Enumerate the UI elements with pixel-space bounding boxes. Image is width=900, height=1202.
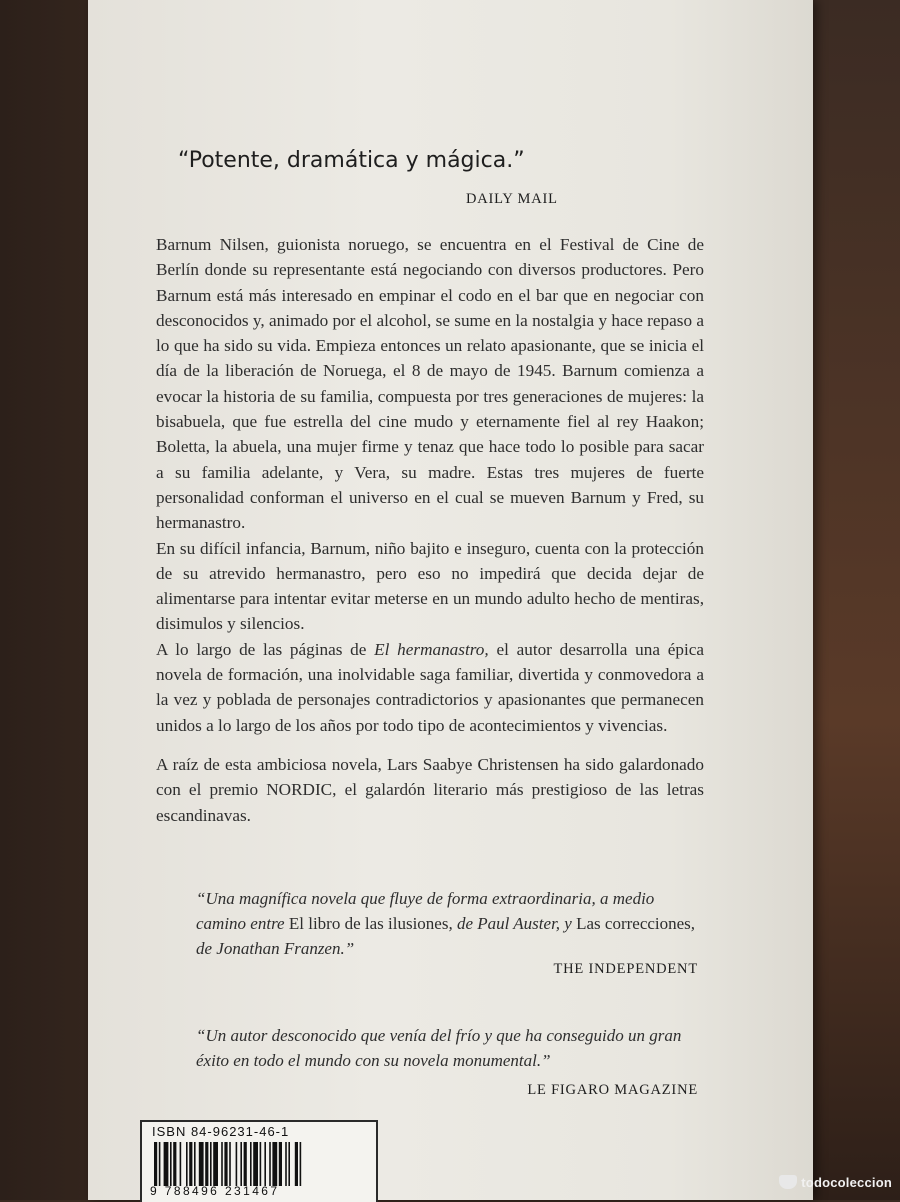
barcode-bar bbox=[199, 1142, 204, 1186]
barcode-bar bbox=[164, 1142, 169, 1186]
book-back-cover bbox=[88, 0, 813, 1200]
barcode-bar bbox=[236, 1142, 238, 1186]
watermark bbox=[779, 1175, 892, 1190]
barcode-bar bbox=[205, 1142, 208, 1186]
top-quote-attribution: DAILY MAIL bbox=[466, 191, 558, 207]
barcode-bar bbox=[194, 1142, 196, 1186]
quote2-book2: Las correcciones bbox=[576, 914, 691, 933]
independent-attribution: THE INDEPENDENT bbox=[553, 961, 698, 977]
quote2-book1: El libro de las ilusiones bbox=[288, 914, 449, 933]
barcode-bar bbox=[173, 1142, 176, 1186]
barcode-bar bbox=[279, 1142, 282, 1186]
quote2-part1: “Una magnífica novela que fluye de forma extraordinaria, a medio camino entre bbox=[196, 889, 655, 933]
figaro-attribution: LE FIGARO MAGAZINE bbox=[527, 1082, 698, 1098]
barcode-bar bbox=[224, 1142, 227, 1186]
barcode-number: 9 788496 231467 bbox=[150, 1184, 280, 1198]
barcode-bar bbox=[229, 1142, 231, 1186]
barcode-bar bbox=[180, 1142, 182, 1186]
barcode-bar bbox=[295, 1142, 298, 1186]
watermark-text: todocoleccion bbox=[801, 1175, 892, 1190]
synopsis bbox=[156, 232, 704, 828]
barcode-bar bbox=[213, 1142, 218, 1186]
barcode-bar bbox=[189, 1142, 192, 1186]
synopsis-paragraph-3 bbox=[156, 637, 704, 738]
barcode-bar bbox=[221, 1142, 223, 1186]
barcode-bar bbox=[210, 1142, 212, 1186]
quote2-part3: , de Jonathan Franzen.” bbox=[196, 914, 696, 958]
barcode-bar bbox=[300, 1142, 302, 1186]
barcode-bar bbox=[260, 1142, 262, 1186]
book-title: El hermanastro, bbox=[374, 639, 489, 659]
synopsis-paragraph-1: Barnum Nilsen, guionista noruego, se encuentra en el Festival de Cine de Berlín donde su representante está negociando con diversos productores. Pero Barnum está más interesado en empinar el codo en el bar que en negociar con desconocidos y, animado por el alcohol, se sume en la nostalgia y hace repaso a lo que ha sido su vida. Empieza entonces un relato apasionante, que se inicia el día de la liberación de Noruega, el 8 de mayo de 1945. Barnum comienza a evocar la historia de su familia, compuesta por tres generaciones de mujeres: la bisabuela, que fue estrella del cine mudo y eternamente fiel al rey Haakon; Boletta, la abuela, una mujer firme y tenaz que hace todo lo posible para sacar a su familia adelante, y Vera, su madre. Estas tres mujeres de fuerte personalidad conforman el universo en el cual se mueven Barnum y Fred, su hermanastro. bbox=[156, 235, 704, 533]
barcode-bar bbox=[285, 1142, 287, 1186]
barcode-bar bbox=[288, 1142, 290, 1186]
p3-after: el autor desarrolla una épica novela de formación, una inolvidable saga familiar, divertida y conmovedora a la vez y poblada de personajes contradictorios y apasionantes que permanecen unidos a lo largo de los años por todo tipo de acontecimientos y vivencias. bbox=[156, 639, 704, 735]
barcode-bar bbox=[186, 1142, 188, 1186]
barcode-icon bbox=[152, 1142, 366, 1186]
top-quote: “Potente, dramática y mágica.” bbox=[178, 148, 525, 173]
barcode-bar bbox=[269, 1142, 271, 1186]
award-paragraph: A raíz de esta ambiciosa novela, Lars Saabye Christensen ha sido galardonado con el premio NORDIC, el galardón literario más prestigioso de las letras escandinavas. bbox=[156, 754, 704, 825]
barcode-box bbox=[140, 1120, 378, 1202]
barcode-bar bbox=[244, 1142, 247, 1186]
isbn-label: ISBN 84-96231-46-1 bbox=[152, 1124, 290, 1139]
barcode-bar bbox=[240, 1142, 242, 1186]
quote2-part2: , de Paul Auster, y bbox=[448, 914, 577, 933]
watermark-icon bbox=[779, 1175, 797, 1189]
barcode-bar bbox=[253, 1142, 258, 1186]
barcode-bar bbox=[170, 1142, 172, 1186]
barcode-bar bbox=[264, 1142, 266, 1186]
barcode-bar bbox=[159, 1142, 161, 1186]
figaro-quote: “Un autor desconocido que venía del frío y que ha conseguido un gran éxito en todo el mundo con su novela monumental.” bbox=[196, 1026, 682, 1070]
p3-before: A lo largo de las páginas de bbox=[156, 639, 375, 659]
barcode-bar bbox=[250, 1142, 252, 1186]
barcode-bar bbox=[154, 1142, 157, 1186]
independent-quote bbox=[196, 886, 706, 961]
barcode-bar bbox=[272, 1142, 277, 1186]
synopsis-paragraph-2: En su difícil infancia, Barnum, niño bajito e inseguro, cuenta con la protección de su atrevido hermanastro, pero eso no impedirá que decida dejar de alimentarse para intentar evitar meterse en un mundo adulto hecho de mentiras, disimulos y silencios. bbox=[156, 538, 704, 634]
